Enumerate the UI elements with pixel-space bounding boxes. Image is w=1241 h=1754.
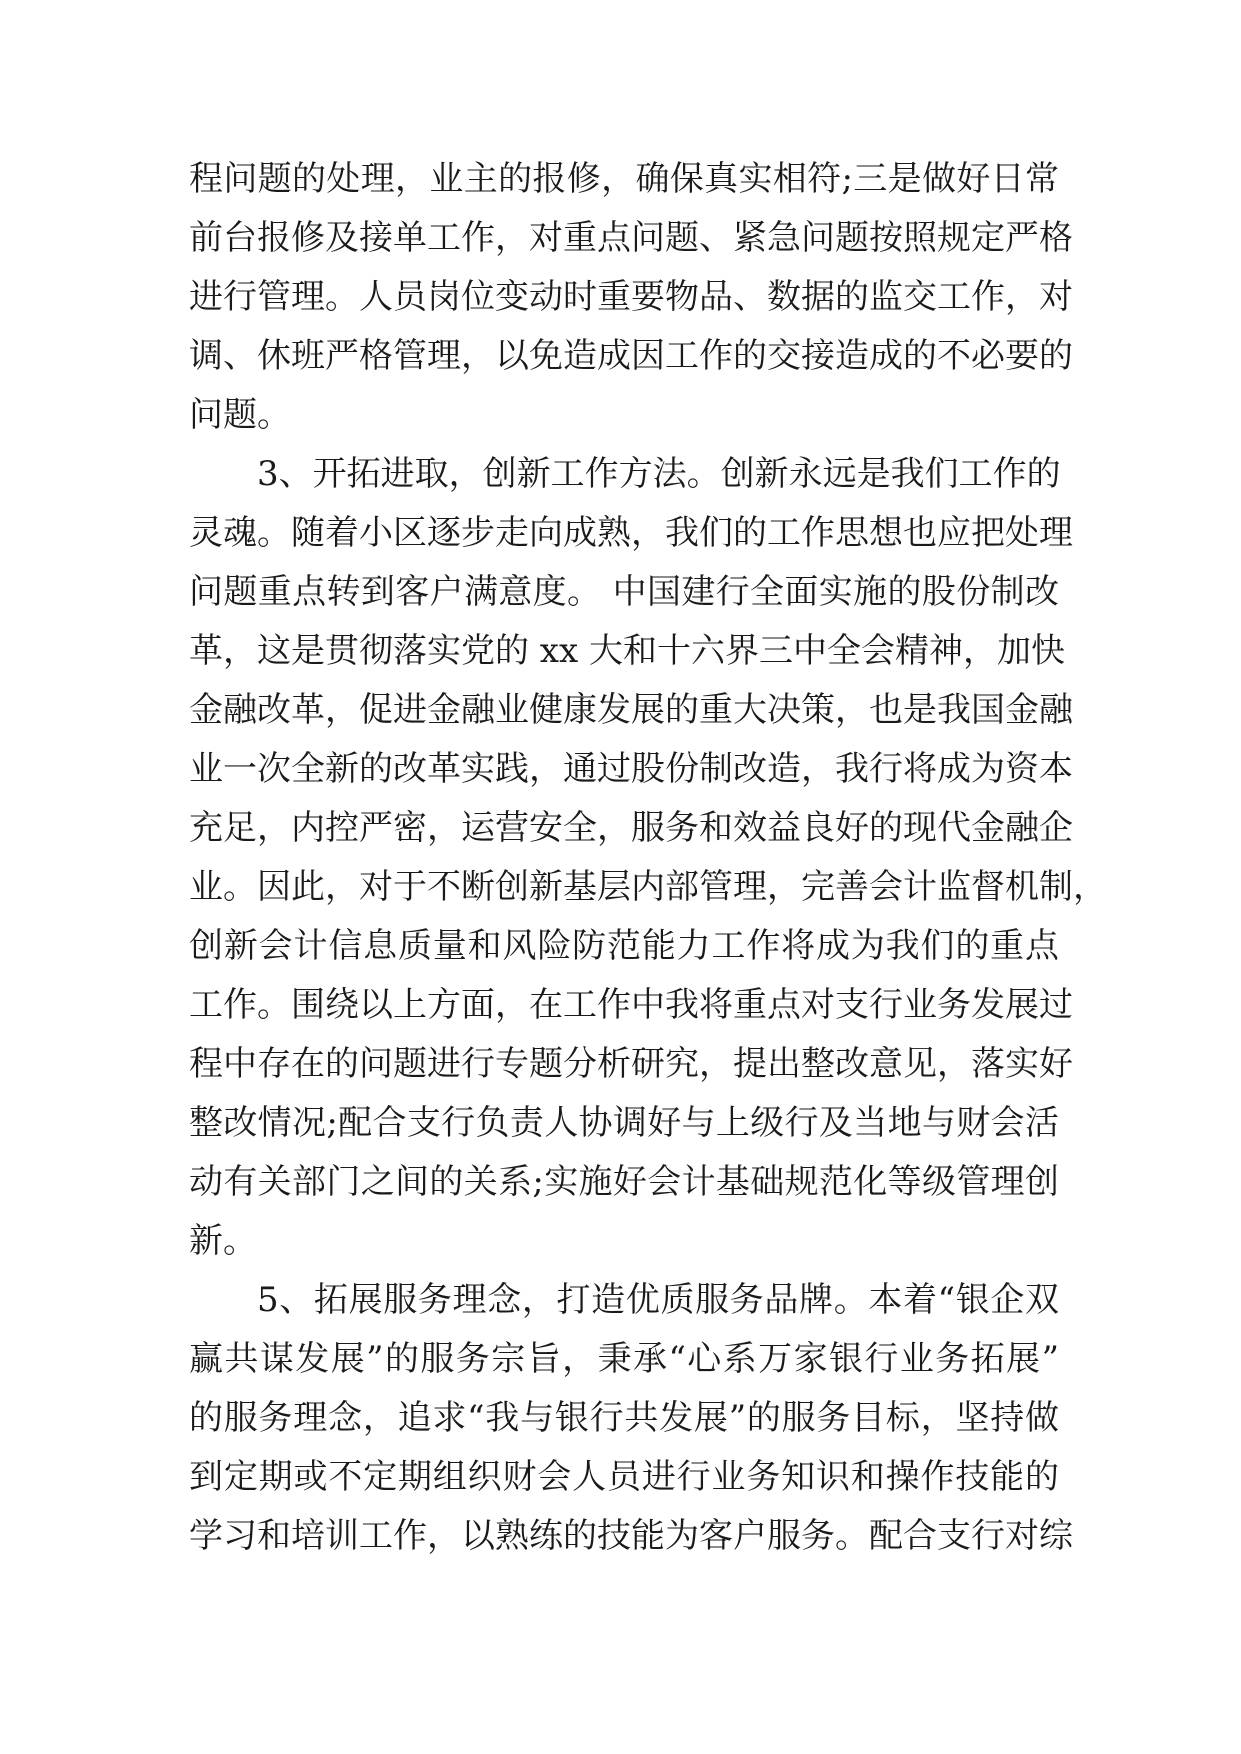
text-line: 新。 [189, 1221, 257, 1261]
text-line: 程中存在的问题进行专题分析研究，提出整改意见，落实好 [189, 1044, 1073, 1084]
text-line: 金融改革，促进金融业健康发展的重大决策，也是我国金融 [189, 690, 1073, 730]
text-line: 业一次全新的改革实践，通过股份制改造，我行将成为资本 [189, 749, 1073, 789]
text-line: 革，这是贯彻落实党的 xx 大和十六界三中全会精神，加快 [189, 631, 1065, 671]
text-line: 前台报修及接单工作，对重点问题、紧急问题按照规定严格 [189, 218, 1073, 258]
paragraph-1 [189, 150, 1073, 445]
text-line: 灵魂。随着小区逐步走向成熟，我们的工作思想也应把处理 [189, 513, 1073, 553]
text-line: 动有关部门之间的关系;实施好会计基础规范化等级管理创 [189, 1162, 1060, 1202]
document-body [189, 150, 1107, 1566]
text-line: 程问题的处理，业主的报修，确保真实相符;三是做好日常 [189, 159, 1060, 199]
text-line: 问题重点转到客户满意度。 中国建行全面实施的股份制改 [189, 572, 1059, 612]
paragraph-2 [189, 445, 1107, 1271]
paragraph-3 [189, 1271, 1073, 1566]
text-line: 创新会计信息质量和风险防范能力工作将成为我们的重点 [189, 926, 1059, 966]
text-line: 学习和培训工作，以熟练的技能为客户服务。配合支行对综 [189, 1516, 1073, 1556]
text-line: 整改情况;配合支行负责人协调好与上级行及当地与财会活 [189, 1103, 1059, 1143]
text-line: 赢共谋发展”的服务宗旨，秉承“心系万家银行业务拓展” [189, 1339, 1059, 1379]
text-line: 调、休班严格管理，以免造成因工作的交接造成的不必要的 [189, 336, 1073, 376]
text-line: 工作。围绕以上方面，在工作中我将重点对支行业务发展过 [189, 985, 1073, 1025]
text-line: 3、开拓进取，创新工作方法。创新永远是我们工作的 [257, 454, 1061, 494]
text-line: 的服务理念，追求“我与银行共发展”的服务目标，坚持做 [189, 1398, 1059, 1438]
text-line: 到定期或不定期组织财会人员进行业务知识和操作技能的 [189, 1457, 1059, 1497]
text-line: 5、拓展服务理念，打造优质服务品牌。本着“银企双 [257, 1280, 1059, 1320]
text-line: 业。因此，对于不断创新基层内部管理，完善会计监督机制， [189, 867, 1107, 907]
text-line: 进行管理。人员岗位变动时重要物品、数据的监交工作，对 [189, 277, 1073, 317]
text-line: 充足，内控严密，运营安全，服务和效益良好的现代金融企 [189, 808, 1073, 848]
text-line: 问题。 [189, 395, 291, 435]
